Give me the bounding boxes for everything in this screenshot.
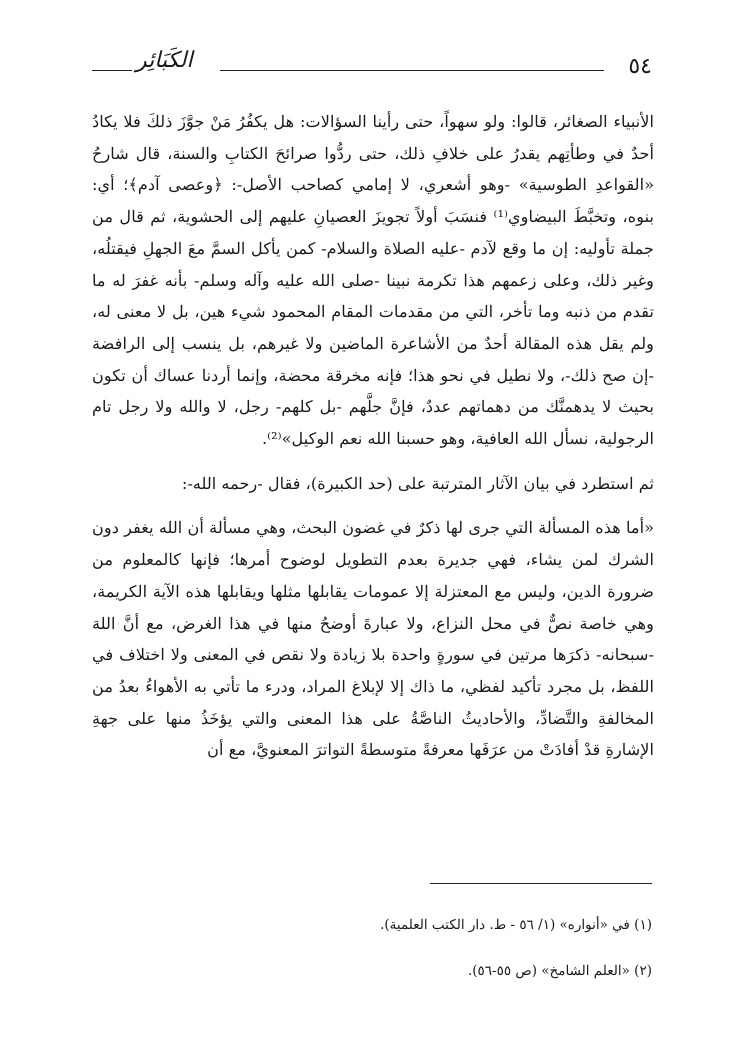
header-rule (220, 70, 604, 71)
page-number: ٥٤ (628, 54, 652, 79)
footnote-separator (430, 883, 652, 884)
paragraph-quote-end: الأنبياء الصغائر، قالوا: ولو سهواً، حتى رأينا السؤالات: هل يكفُرُ مَنْ جوَّزَ ذلكَ فلا يكادُ أحدٌ في وطأتِهم يقدرُ على خلافِ ذلك، حتى ردُّوا صرائحَ الكتابِ والسنة، قال شارحُ «القواعدِ الطوسية» -وهو أشعري، لا إمامي كصاحب الأصل-: ﴿وعصى آدم﴾؛ أي: بنوه، وتخبَّطَ البيضاوي⁽¹⁾ فنسَبَ أولاً تجويزَ العصيانِ عليهم إلى الحشوية، ثم قال من جملة تأوليه: إن ما وقع لآدم -عليه الصلاة والسلام- كمن يأكل السمَّ معَ الجهلِ فيقتلُه، وغير ذلك، وعلى زعمهم هذا تكرمة نبينا -صلى الله عليه وآله وسلم- بأنه غفرَ له ما تقدم من ذنبه وما تأخر، التي من مقدمات المقام المحمود شيء هين، بل لا معنى له، ولم يقل هذه المقالة أحدٌ من الأشاعرة الماضين ولا غيرهم، بل ينسب إلى الرافضة -إن صح ذلك-، ولا نطيل في نحو هذا؛ فإنه مخرقة محضة، وإنما أردنا عساك أن تكون بحيث لا يدهمنَّك من دهماتهم عددٌ، فإنَّ جلَّهم -بل كلهم- رجل، لا والله ولا رجل تام الرجولية، نسأل الله العافية، وهو حسبنا الله نعم الوكيل»⁽²⁾. (92, 112, 654, 449)
paragraph-transition: ثم استطرد في بيان الآثار المترتبة على (حد الكبيرة)، فقال -رحمه الله-: (181, 473, 654, 493)
main-text (92, 106, 654, 766)
paragraph-quote-start: «أما هذه المسألة التي جرى لها ذكرٌ في غضون البحث، وهي مسألة أن الله يغفر دون الشرك لمن يشاء، فهي جديرة بعدم التطويل لوضوح أمرها؛ فإنها كالمعلوم من ضرورة الدين، وليس مع المعتزلة إلا عمومات يقابلها مثلها ويقابلها هذه الآية الكريمة، وهي خاصة نصٌّ في محل النزاع، ولا عبارةَ أوضحُ منها في هذا الغرض، مع أنَّ اللهَ -سبحانه- ذكرَها مرتين في سورةٍ واحدة بلا زيادة ولا نقص في المعنى ولا اختلاف في اللفظ، بل مجرد تأكيد لفظي، ما ذاك إلا لإبلاغ المراد، ودرء ما تأتي به الأهواءُ بعدُ من المخالفةِ والتَّضادِّ، والأحاديثُ الناصَّةُ على هذا المعنى والتي يؤخَذُ منها على جهةِ الإشارةِ قدْ أفادَتْ من عرَفَها معرفةً متوسطةً التواترَ المعنويَّ، مع أن (92, 518, 654, 760)
footnotes (140, 902, 652, 994)
page-header (92, 48, 652, 88)
footnote-1: (١) في «أنواره» (١/ ٥٦ - ط. دار الكتب العلمية). (380, 917, 652, 933)
running-title-ornament: الكَبَائِر (136, 48, 193, 73)
header-rule-short (92, 70, 132, 71)
footnote-2: (٢) «العلم الشامخ» (ص ٥٥-٥٦). (467, 963, 652, 979)
